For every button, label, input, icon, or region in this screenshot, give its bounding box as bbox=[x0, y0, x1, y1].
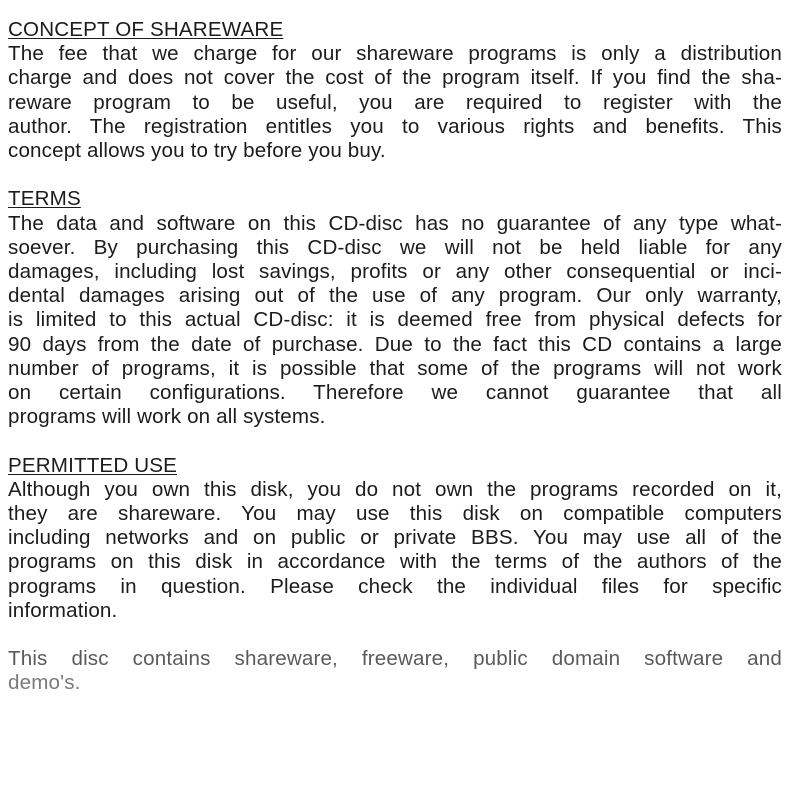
paragraph-line: they are shareware. You may use this disk on compatible computers bbox=[8, 502, 782, 526]
section-heading: TERMS bbox=[8, 187, 81, 211]
paragraph-line: concept allows you to try before you buy. bbox=[8, 139, 386, 163]
paragraph-line: The data and software on this CD-disc has no guarantee of any type what- bbox=[8, 211, 782, 235]
section-spacer bbox=[8, 429, 782, 453]
section-spacer bbox=[8, 163, 782, 187]
paragraph-line: dental damages arising out of the use of any program. Our only warranty, bbox=[8, 284, 782, 308]
section-terms bbox=[8, 187, 782, 429]
paragraph-line: Although you own this disk, you do not own the programs recorded on it, bbox=[8, 477, 782, 501]
paragraph-line: number of programs, it is possible that some of the programs will not work bbox=[8, 356, 782, 380]
paragraph-line: programs will work on all systems. bbox=[8, 405, 326, 429]
section-spacer bbox=[8, 623, 782, 647]
paragraph-line: on certain configurations. Therefore we cannot guarantee that all bbox=[8, 381, 782, 405]
paragraph-line: is limited to this actual CD-disc: it is deemed free from physical defects for bbox=[8, 308, 782, 332]
document-page bbox=[8, 18, 782, 696]
footer-line: This disc contains shareware, freeware, public domain software and bbox=[8, 647, 782, 671]
paragraph-line: information. bbox=[8, 598, 118, 622]
paragraph-line: including networks and on public or private BBS. You may use all of the bbox=[8, 526, 782, 550]
paragraph-line: programs in question. Please check the individual files for specific bbox=[8, 574, 782, 598]
section-concept-of-shareware bbox=[8, 18, 782, 163]
paragraph-line: reware program to be useful, you are required to register with the bbox=[8, 90, 782, 114]
footer-line: demo's. bbox=[8, 671, 81, 695]
section-permitted-use bbox=[8, 454, 782, 623]
paragraph-line: The fee that we charge for our shareware programs is only a distribution bbox=[8, 42, 782, 66]
paragraph-line: programs on this disk in accordance with the terms of the authors of the bbox=[8, 550, 782, 574]
section-heading: CONCEPT OF SHAREWARE bbox=[8, 18, 284, 41]
paragraph-line: 90 days from the date of purchase. Due to the fact this CD contains a large bbox=[8, 332, 782, 356]
paragraph-line: damages, including lost savings, profits or any other consequential or inci- bbox=[8, 260, 782, 284]
paragraph-line: soever. By purchasing this CD-disc we will not be held liable for any bbox=[8, 235, 782, 259]
paragraph-line: author. The registration entitles you to various rights and benefits. This bbox=[8, 114, 782, 138]
section-heading: PERMITTED USE bbox=[8, 453, 178, 477]
paragraph-line: charge and does not cover the cost of the program itself. If you find the sha- bbox=[8, 66, 782, 90]
footer-note bbox=[8, 647, 782, 695]
